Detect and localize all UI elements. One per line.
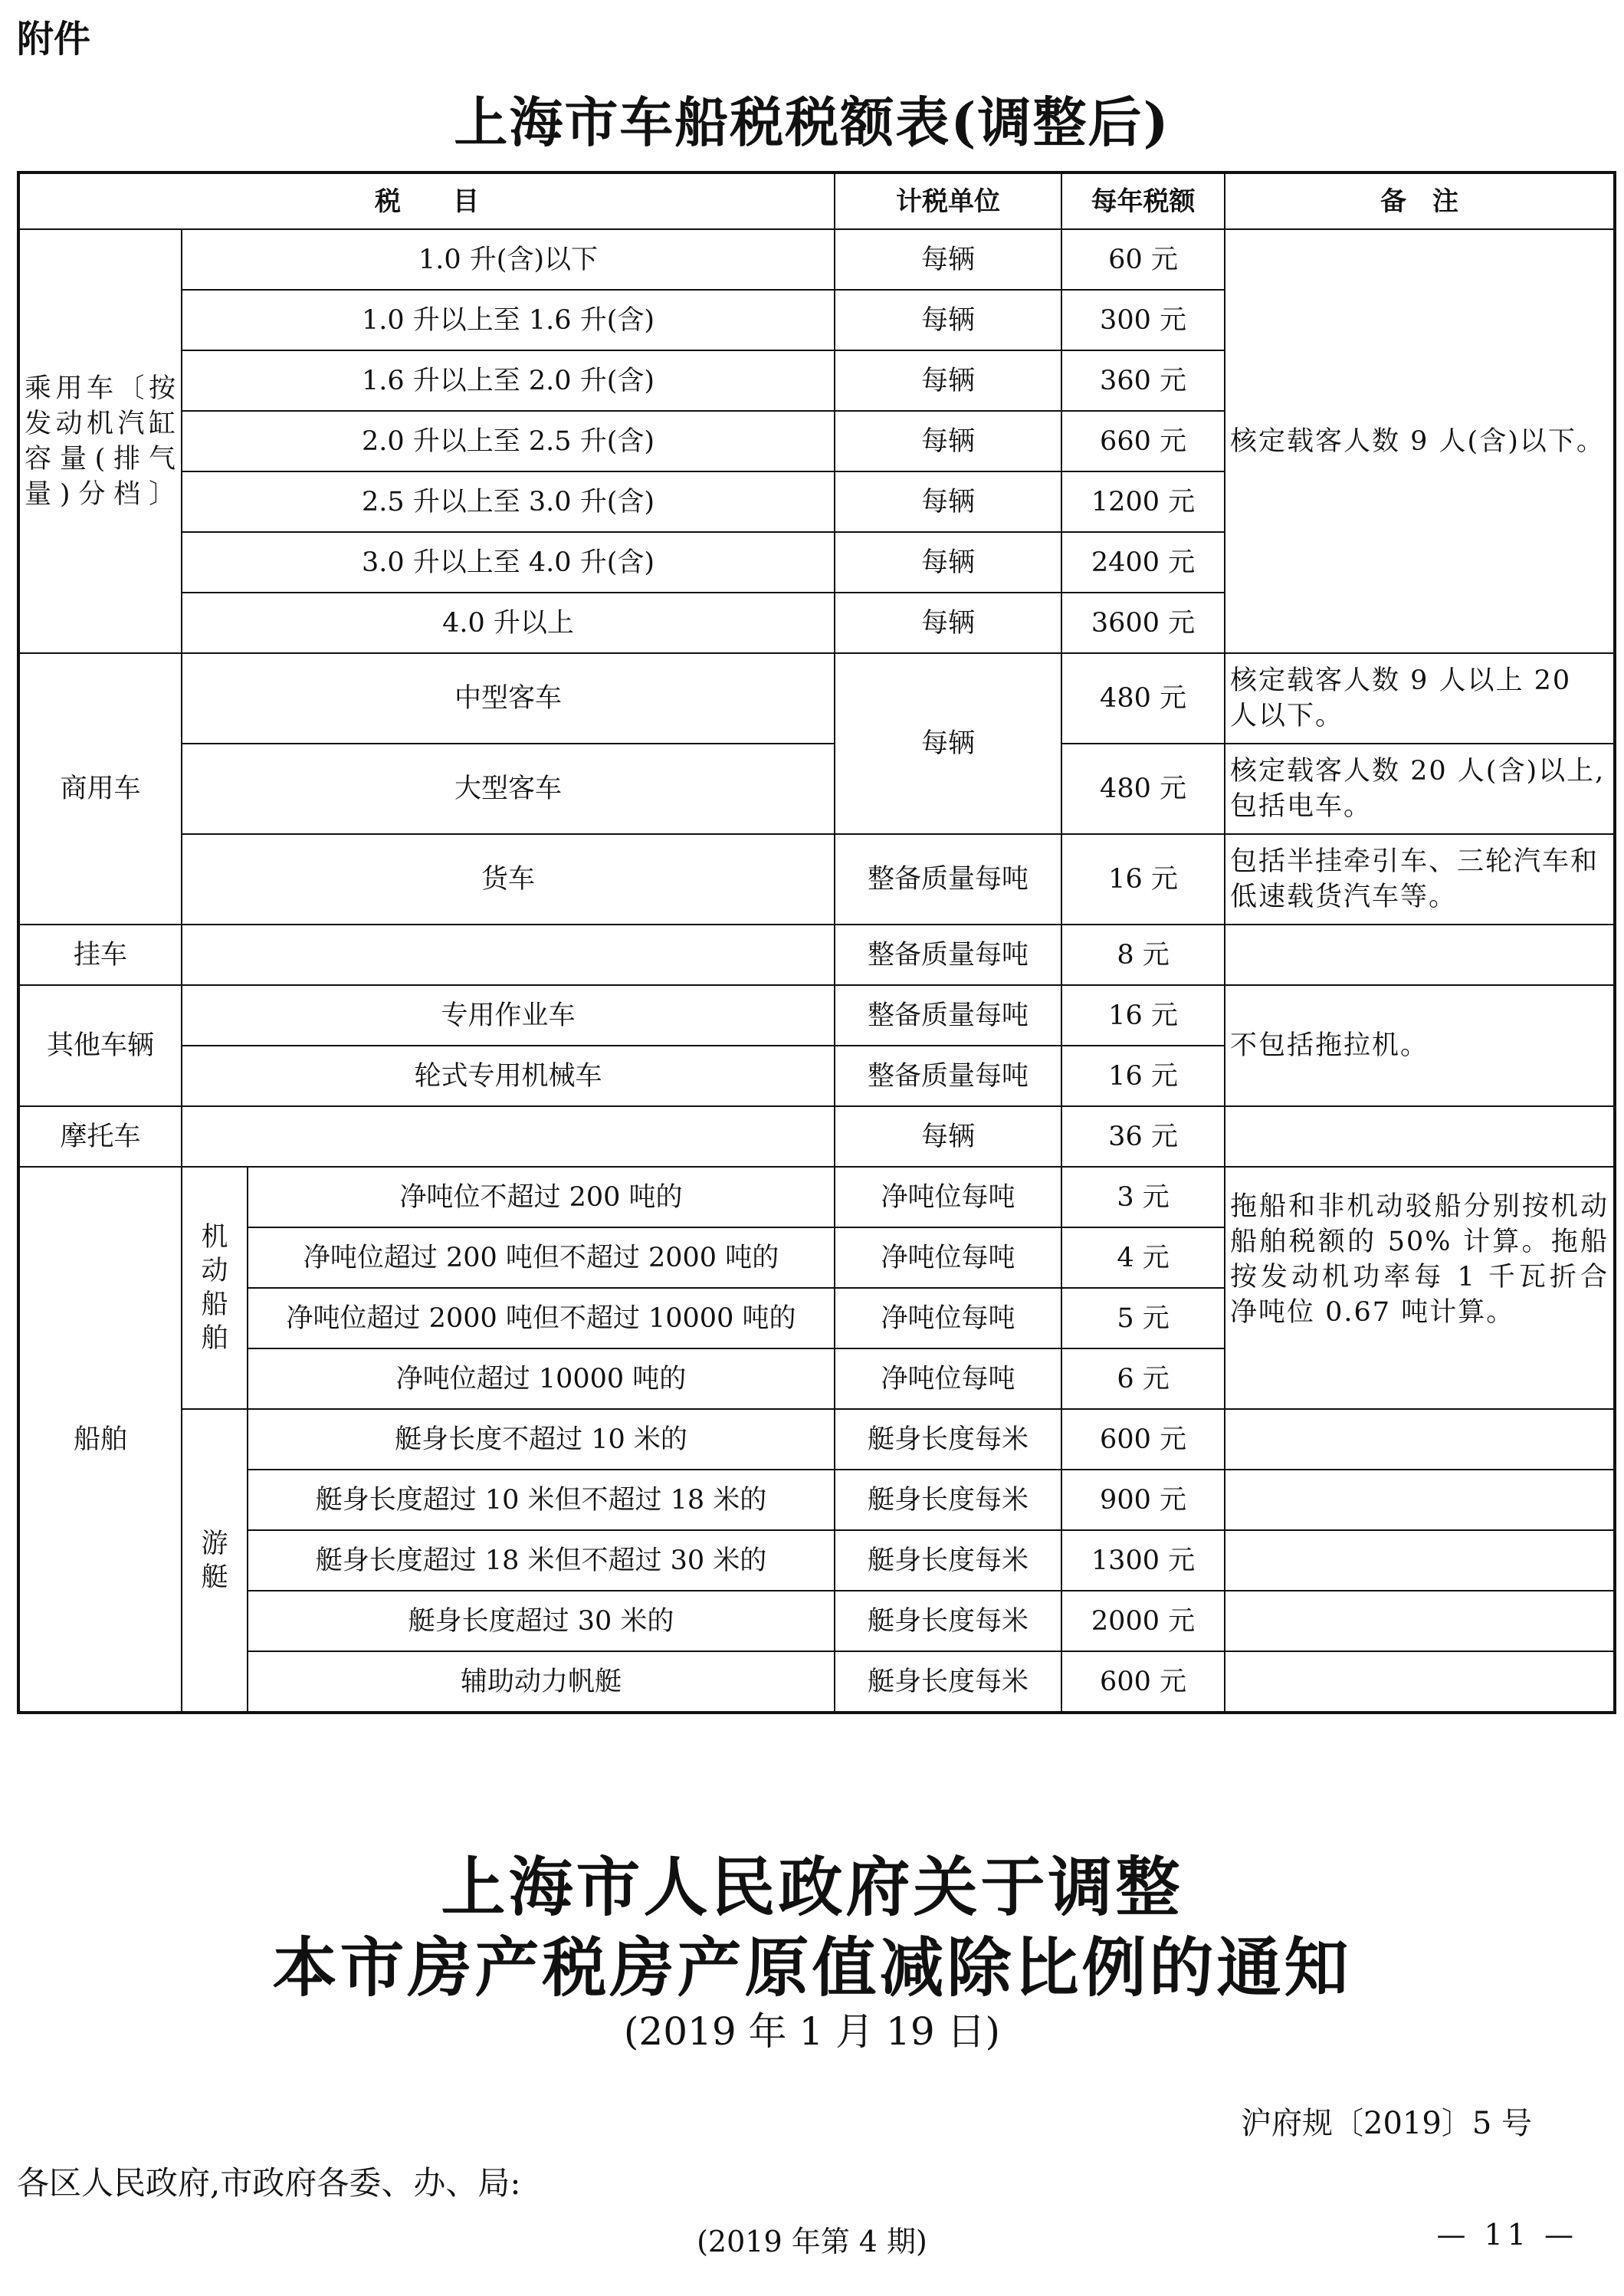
amount-cell: 3600 元	[1061, 593, 1225, 653]
item-cell: 净吨位不超过 200 吨的	[248, 1167, 835, 1227]
table-row	[18, 925, 1615, 985]
header-tax-unit: 计税单位	[835, 172, 1061, 229]
item-cell: 艇身长度不超过 10 米的	[248, 1409, 835, 1470]
amount-cell: 480 元	[1061, 744, 1225, 834]
unit-cell: 艇身长度每米	[835, 1651, 1061, 1713]
item-cell: 1.6 升以上至 2.0 升(含)	[182, 350, 835, 411]
amount-cell: 2000 元	[1061, 1591, 1225, 1651]
notice-date: (2019 年 1 月 19 日)	[623, 2009, 1001, 2054]
unit-cell: 每辆	[835, 290, 1061, 350]
item-cell	[182, 1106, 835, 1167]
table-row	[18, 1530, 1615, 1591]
unit-cell: 艇身长度每米	[835, 1409, 1061, 1470]
category-passenger-car: 乘用车〔按发动机汽缸容量(排气量)分档〕	[18, 229, 182, 653]
table-row	[18, 1591, 1615, 1651]
table-row	[18, 985, 1615, 1046]
unit-cell: 艇身长度每米	[835, 1470, 1061, 1530]
table-row	[18, 834, 1615, 925]
unit-cell: 净吨位每吨	[835, 1348, 1061, 1409]
page-number: — 11 —	[1436, 2218, 1578, 2252]
addressee: 各区人民政府,市政府各委、办、局:	[17, 2164, 521, 2202]
unit-cell: 艇身长度每米	[835, 1530, 1061, 1591]
item-cell: 轮式专用机械车	[182, 1046, 835, 1106]
header-tax-item: 税 目	[18, 172, 835, 229]
category-commercial-vehicle: 商用车	[18, 653, 182, 925]
item-cell: 艇身长度超过 10 米但不超过 18 米的	[248, 1470, 835, 1530]
unit-cell: 净吨位每吨	[835, 1288, 1061, 1348]
note-cell: 核定载客人数 9 人以上 20 人以下。	[1225, 653, 1615, 744]
issue-number: (2019 年第 4 期)	[697, 2225, 927, 2258]
amount-cell: 480 元	[1061, 653, 1225, 744]
amount-cell: 660 元	[1061, 411, 1225, 471]
amount-cell: 360 元	[1061, 350, 1225, 411]
unit-cell: 每辆	[835, 1106, 1061, 1167]
amount-cell: 600 元	[1061, 1409, 1225, 1470]
note-cell	[1225, 1651, 1615, 1713]
unit-cell: 整备质量每吨	[835, 1046, 1061, 1106]
amount-cell: 300 元	[1061, 290, 1225, 350]
item-cell: 货车	[182, 834, 835, 925]
amount-cell: 3 元	[1061, 1167, 1225, 1227]
unit-cell: 每辆	[835, 471, 1061, 532]
attachment-label: 附件	[17, 18, 91, 61]
header-annual-amount: 每年税额	[1061, 172, 1225, 229]
table-row	[18, 653, 1615, 744]
note-cell	[1225, 1530, 1615, 1591]
item-cell: 中型客车	[182, 653, 835, 744]
amount-cell: 900 元	[1061, 1470, 1225, 1530]
note-cell	[1225, 1591, 1615, 1651]
unit-cell: 净吨位每吨	[835, 1227, 1061, 1288]
note-cell: 不包括拖拉机。	[1225, 985, 1615, 1106]
item-cell	[182, 925, 835, 985]
amount-cell: 16 元	[1061, 1046, 1225, 1106]
note-cell	[1225, 925, 1615, 985]
unit-cell: 整备质量每吨	[835, 925, 1061, 985]
item-cell: 艇身长度超过 18 米但不超过 30 米的	[248, 1530, 835, 1591]
note-cell	[1225, 1409, 1615, 1470]
amount-cell: 8 元	[1061, 925, 1225, 985]
amount-cell: 36 元	[1061, 1106, 1225, 1167]
header-remarks: 备 注	[1225, 172, 1615, 229]
tax-rate-table	[17, 171, 1616, 1714]
item-cell: 大型客车	[182, 744, 835, 834]
amount-cell: 1300 元	[1061, 1530, 1225, 1591]
unit-cell: 净吨位每吨	[835, 1167, 1061, 1227]
unit-cell: 每辆	[835, 593, 1061, 653]
category-other-vehicles: 其他车辆	[18, 985, 182, 1106]
notice-title-line2: 本市房产税房产原值减除比例的通知	[272, 1930, 1352, 2005]
unit-cell: 每辆	[835, 532, 1061, 593]
table-title: 上海市车船税税额表(调整后)	[454, 90, 1170, 154]
item-cell: 净吨位超过 2000 吨但不超过 10000 吨的	[248, 1288, 835, 1348]
table-row	[18, 1470, 1615, 1530]
amount-cell: 2400 元	[1061, 532, 1225, 593]
amount-cell: 16 元	[1061, 834, 1225, 925]
unit-cell: 每辆	[835, 411, 1061, 471]
item-cell: 艇身长度超过 30 米的	[248, 1591, 835, 1651]
amount-cell: 4 元	[1061, 1227, 1225, 1288]
notice-title-line1: 上海市人民政府关于调整	[441, 1849, 1183, 1925]
item-cell: 2.5 升以上至 3.0 升(含)	[182, 471, 835, 532]
amount-cell: 16 元	[1061, 985, 1225, 1046]
item-cell: 辅助动力帆艇	[248, 1651, 835, 1713]
table-row	[18, 1167, 1615, 1227]
table-row	[18, 744, 1615, 834]
item-cell: 1.0 升(含)以下	[182, 229, 835, 290]
note-cell: 核定载客人数 20 人(含)以上,包括电车。	[1225, 744, 1615, 834]
category-trailer: 挂车	[18, 925, 182, 985]
unit-cell: 每辆	[835, 229, 1061, 290]
item-cell: 3.0 升以上至 4.0 升(含)	[182, 532, 835, 593]
note-cell	[1225, 1470, 1615, 1530]
unit-cell: 每辆	[835, 653, 1061, 834]
note-cell: 包括半挂牵引车、三轮汽车和低速载货汽车等。	[1225, 834, 1615, 925]
note-cell: 拖船和非机动驳船分别按机动船舶税额的 50% 计算。拖船按发动机功率每 1 千瓦折合净吨位 0.67 吨计算。	[1225, 1167, 1615, 1409]
item-cell: 净吨位超过 200 吨但不超过 2000 吨的	[248, 1227, 835, 1288]
item-cell: 4.0 升以上	[182, 593, 835, 653]
subcategory-yacht: 游艇	[182, 1409, 248, 1713]
table-row	[18, 229, 1615, 290]
category-motorcycle: 摩托车	[18, 1106, 182, 1167]
amount-cell: 600 元	[1061, 1651, 1225, 1713]
unit-cell: 整备质量每吨	[835, 834, 1061, 925]
note-cell	[1225, 1106, 1615, 1167]
amount-cell: 6 元	[1061, 1348, 1225, 1409]
table-row	[18, 1106, 1615, 1167]
amount-cell: 1200 元	[1061, 471, 1225, 532]
table-row	[18, 172, 1615, 229]
unit-cell: 整备质量每吨	[835, 985, 1061, 1046]
item-cell: 净吨位超过 10000 吨的	[248, 1348, 835, 1409]
unit-cell: 艇身长度每米	[835, 1591, 1061, 1651]
category-ships: 船舶	[18, 1167, 182, 1713]
table-row	[18, 1409, 1615, 1470]
document-number: 沪府规〔2019〕5 号	[1241, 2106, 1532, 2141]
amount-cell: 5 元	[1061, 1288, 1225, 1348]
table-row	[18, 1651, 1615, 1713]
item-cell: 2.0 升以上至 2.5 升(含)	[182, 411, 835, 471]
amount-cell: 60 元	[1061, 229, 1225, 290]
item-cell: 专用作业车	[182, 985, 835, 1046]
item-cell: 1.0 升以上至 1.6 升(含)	[182, 290, 835, 350]
unit-cell: 每辆	[835, 350, 1061, 411]
subcategory-motor-vessel: 机动船舶	[182, 1167, 248, 1409]
note-cell: 核定载客人数 9 人(含)以下。	[1225, 229, 1615, 653]
